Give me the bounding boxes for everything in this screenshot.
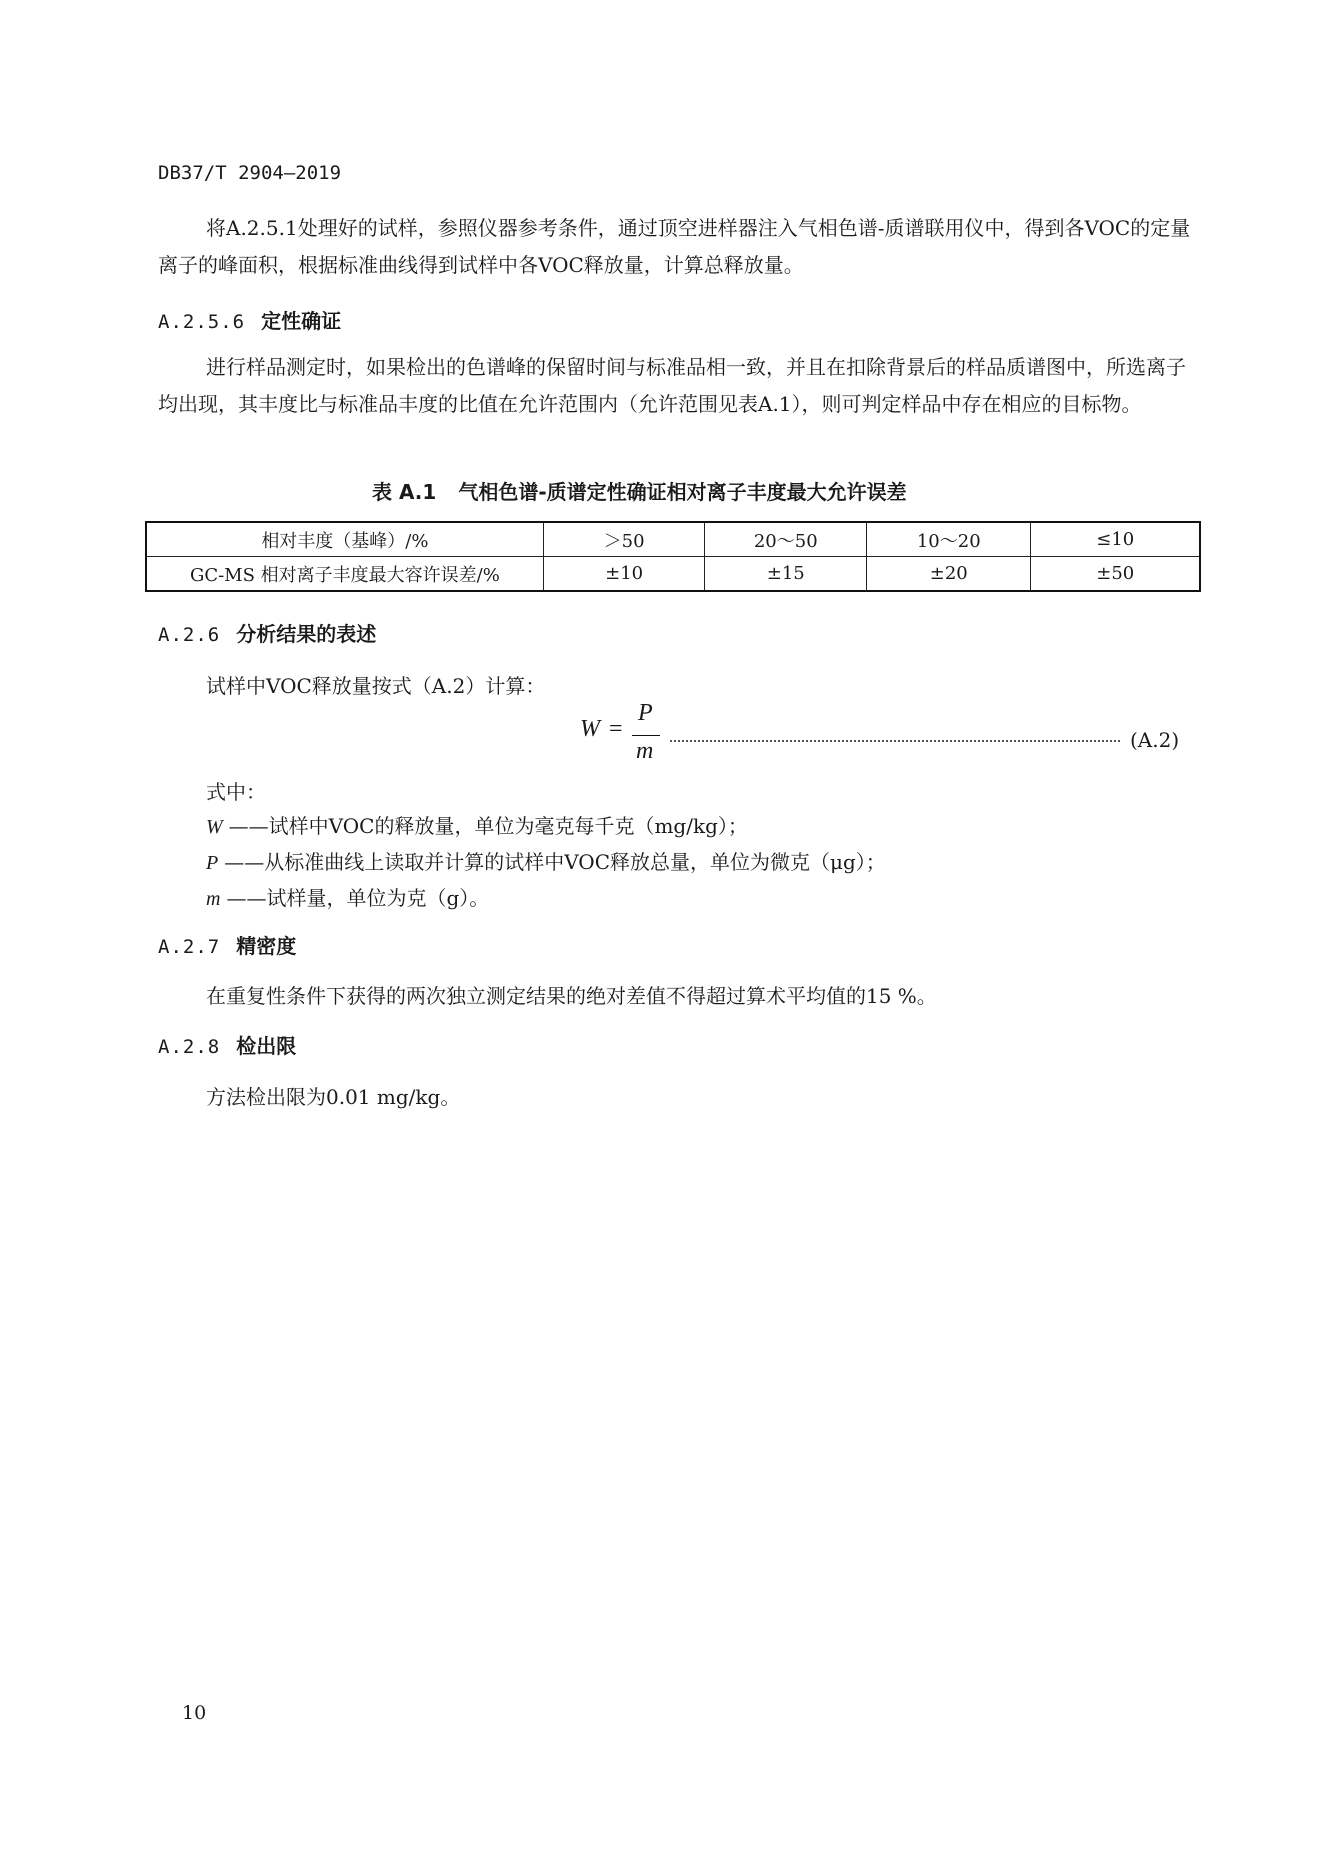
section-number: A.2.8 <box>158 1036 221 1058</box>
table-cell: ≤10 <box>1031 522 1200 557</box>
leader-dots <box>670 740 1120 742</box>
definition-symbol: m <box>206 888 221 910</box>
tolerance-table <box>145 521 1201 592</box>
section-heading-a27 <box>158 930 296 959</box>
table-caption-title: 气相色谱-质谱定性确证相对离子丰度最大允许误差 <box>458 480 907 504</box>
table-cell: ±20 <box>867 557 1031 592</box>
table-caption-number: 表 A.1 <box>372 480 437 504</box>
formula-intro: 试样中VOC释放量按式（A.2）计算： <box>206 674 546 698</box>
formula-equals: = <box>609 716 623 742</box>
section-heading-a26 <box>158 618 376 647</box>
formula-numerator: P <box>638 700 653 726</box>
paragraph-sample-injection: 将A.2.5.1处理好的试样，参照仪器参考条件，通过顶空进样器注入气相色谱-质谱联用仪中，得到各VOC的定量离子的峰面积，根据标准曲线得到试样中各VOC释放量，计算总释放量。 <box>158 216 1191 277</box>
formula-denominator: m <box>636 738 654 764</box>
table-row <box>146 522 1200 557</box>
definition-text: ——从标准曲线上读取并计算的试样中VOC释放总量，单位为微克（μg）； <box>224 850 886 874</box>
definition-symbol: P <box>206 852 219 874</box>
paragraph-detection-limit: 方法检出限为0.01 mg/kg。 <box>206 1085 461 1109</box>
section-number: A.2.6 <box>158 624 221 646</box>
paragraph-qualitative-confirmation: 进行样品测定时，如果检出的色谱峰的保留时间与标准品相一致，并且在扣除背景后的样品质谱图中，所选离子均出现，其丰度比与标准品丰度的比值在允许范围内（允许范围见表A.1），则可判定样品中存在相应的目标物。 <box>158 355 1186 416</box>
section-heading-a28 <box>158 1030 296 1059</box>
table-cell: ＞50 <box>543 522 705 557</box>
table-cell: ±15 <box>705 557 867 592</box>
fraction-bar <box>632 735 660 736</box>
table-row <box>146 557 1200 592</box>
table-cell: 相对丰度（基峰）/% <box>146 522 543 557</box>
paragraph-precision: 在重复性条件下获得的两次独立测定结果的绝对差值不得超过算术平均值的15 %。 <box>206 984 937 1008</box>
section-number: A.2.5.6 <box>158 311 246 333</box>
table-cell: ±50 <box>1031 557 1200 592</box>
where-label: 式中： <box>206 780 266 804</box>
definition-p <box>206 846 886 875</box>
section-number: A.2.7 <box>158 936 221 958</box>
section-title: 检出限 <box>236 1034 297 1058</box>
section-title: 分析结果的表述 <box>236 622 377 646</box>
section-title: 精密度 <box>236 934 297 958</box>
table-cell: GC-MS 相对离子丰度最大容许误差/% <box>146 557 543 592</box>
definition-symbol: W <box>206 816 223 838</box>
definition-text: ——试样中VOC的释放量，单位为毫克每千克（mg/kg）； <box>228 814 748 838</box>
formula-lhs: W <box>580 716 600 742</box>
definition-m <box>206 882 489 911</box>
table-cell: ±10 <box>543 557 705 592</box>
page-number: 10 <box>182 1702 207 1724</box>
section-title: 定性确证 <box>261 309 342 333</box>
document-code: DB37/T 2904—2019 <box>158 162 342 184</box>
table-cell: 10～20 <box>867 522 1031 557</box>
table-cell: 20～50 <box>705 522 867 557</box>
definition-w <box>206 810 748 839</box>
definition-text: ——试样量，单位为克（g）。 <box>226 886 490 910</box>
table-caption <box>372 476 907 505</box>
section-heading-a256 <box>158 305 341 334</box>
equation-number: (A.2) <box>1130 728 1180 752</box>
